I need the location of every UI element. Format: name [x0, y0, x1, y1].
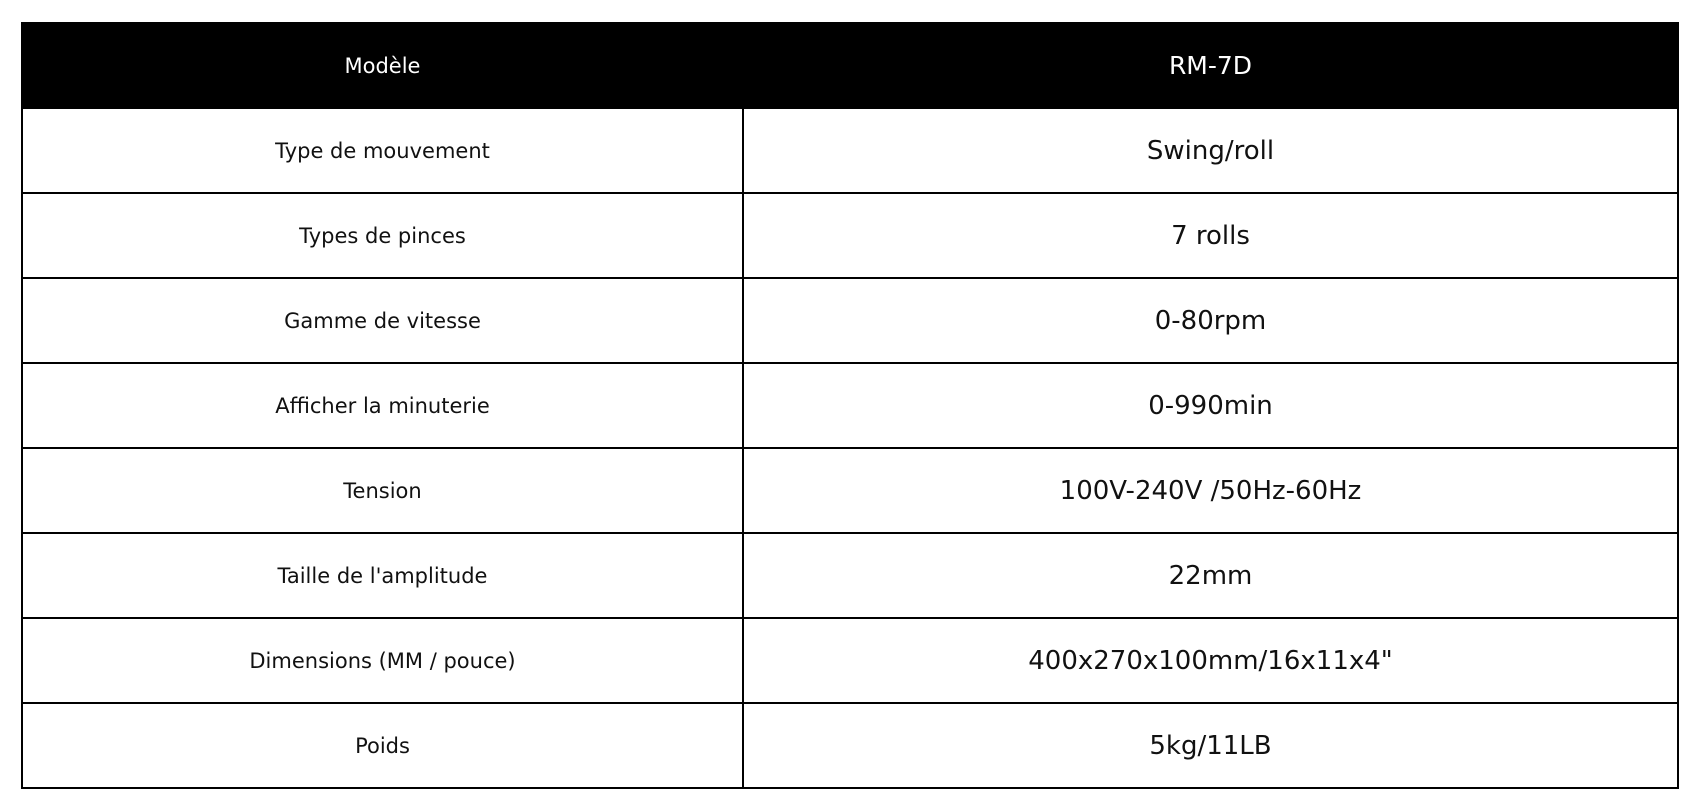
row-label: Afficher la minuterie	[22, 363, 743, 448]
row-value: 0-80rpm	[743, 278, 1678, 363]
row-value: 0-990min	[743, 363, 1678, 448]
table-row	[22, 193, 1678, 278]
table-row	[22, 533, 1678, 618]
row-label: Gamme de vitesse	[22, 278, 743, 363]
row-label: Tension	[22, 448, 743, 533]
row-value: Swing/roll	[743, 108, 1678, 193]
row-value: 400x270x100mm/16x11x4"	[743, 618, 1678, 703]
row-value: 100V-240V /50Hz-60Hz	[743, 448, 1678, 533]
row-value: 5kg/11LB	[743, 703, 1678, 788]
header-row	[22, 23, 1678, 108]
table-row	[22, 108, 1678, 193]
header-label-cell: Modèle	[22, 23, 743, 108]
row-label: Dimensions (MM / pouce)	[22, 618, 743, 703]
row-label: Taille de l'amplitude	[22, 533, 743, 618]
table-row	[22, 618, 1678, 703]
row-value: 7 rolls	[743, 193, 1678, 278]
header-model-cell: RM-7D	[743, 23, 1678, 108]
table-row	[22, 278, 1678, 363]
row-value: 22mm	[743, 533, 1678, 618]
row-label: Types de pinces	[22, 193, 743, 278]
table-row	[22, 448, 1678, 533]
row-label: Type de mouvement	[22, 108, 743, 193]
spec-table	[21, 22, 1679, 789]
table-row	[22, 363, 1678, 448]
table-row	[22, 703, 1678, 788]
table-header	[22, 23, 1678, 108]
row-label: Poids	[22, 703, 743, 788]
table-body	[22, 108, 1678, 788]
